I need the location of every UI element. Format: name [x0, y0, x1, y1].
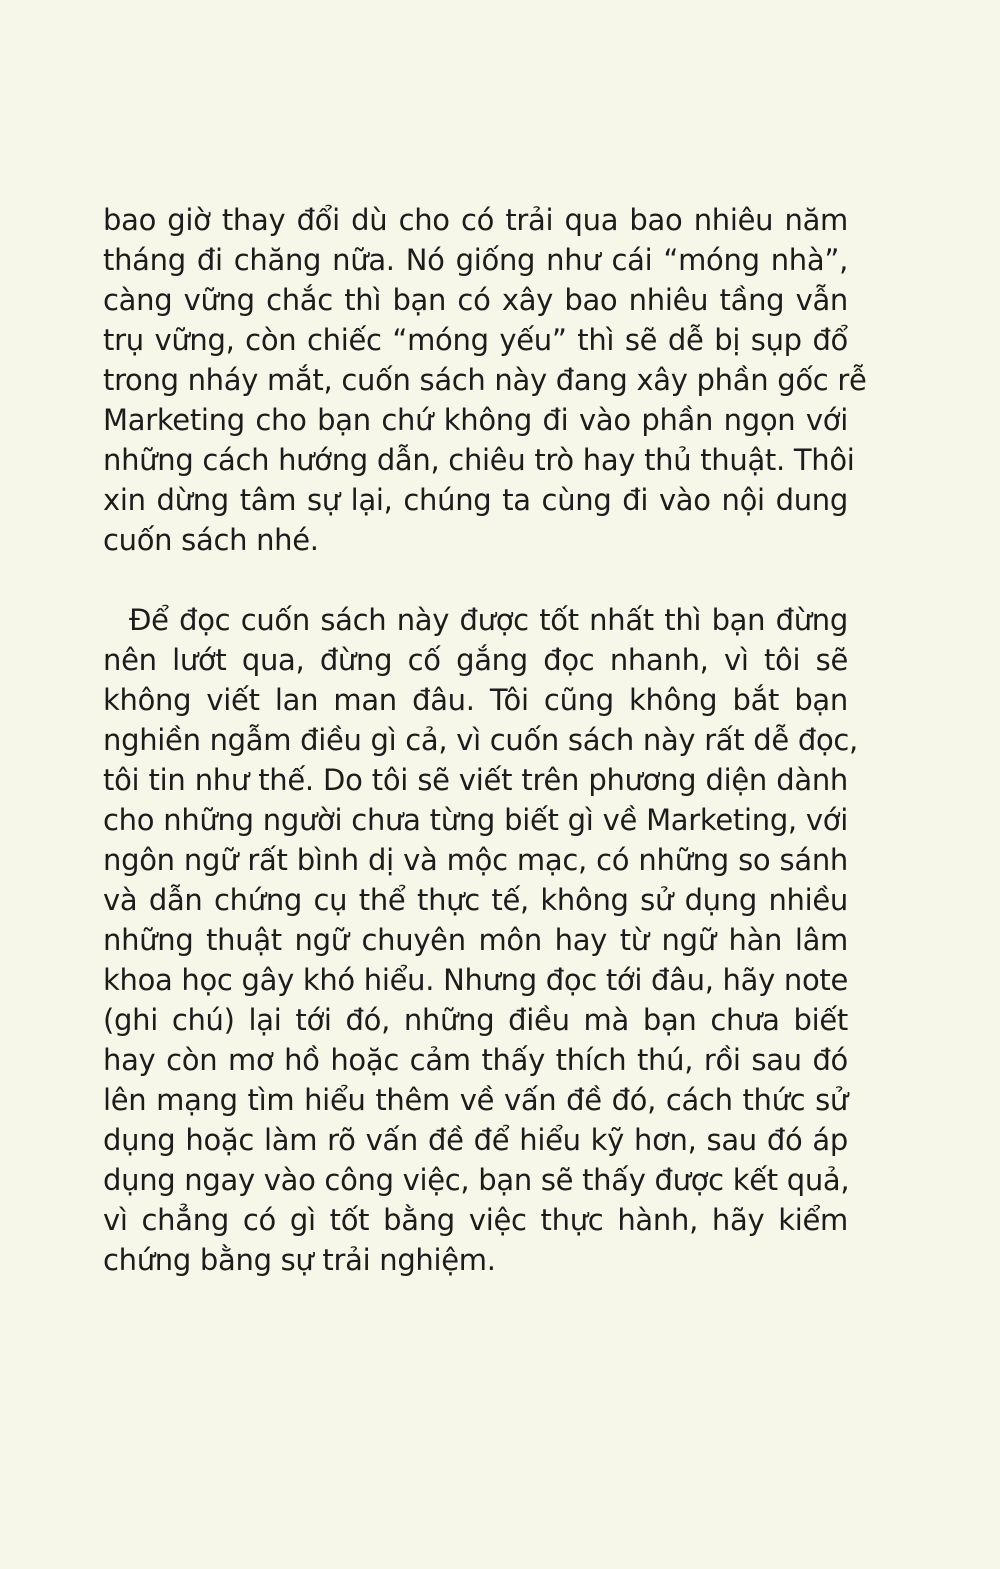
text-line: chứng bằng sự trải nghiệm.	[103, 1243, 496, 1277]
text-line: khoa học gây khó hiểu. Nhưng đọc tới đâu, hãy note	[103, 963, 849, 997]
paragraph-spacer	[103, 560, 848, 600]
text-line: những thuật ngữ chuyên môn hay từ ngữ hàn lâm	[103, 923, 848, 957]
text-line: nghiền ngẫm điều gì cả, vì cuốn sách này rất dễ đọc,	[103, 723, 858, 757]
text-line: vì chẳng có gì tốt bằng việc thực hành, hãy kiểm	[103, 1203, 848, 1237]
text-line: xin dừng tâm sự lại, chúng ta cùng đi vào nội dung	[103, 483, 848, 517]
text-line: ngôn ngữ rất bình dị và mộc mạc, có những so sánh	[103, 843, 848, 877]
text-line: trong nháy mắt, cuốn sách này đang xây phần gốc rễ	[103, 363, 867, 397]
text-line: trụ vững, còn chiếc “móng yếu” thì sẽ dễ bị sụp đổ	[103, 323, 848, 357]
text-line: cho những người chưa từng biết gì về Marketing, với	[103, 803, 848, 837]
text-line: hay còn mơ hồ hoặc cảm thấy thích thú, rồi sau đó	[103, 1043, 848, 1077]
text-line: (ghi chú) lại tới đó, những điều mà bạn chưa biết	[103, 1003, 848, 1037]
text-line: dụng ngay vào công việc, bạn sẽ thấy được kết quả,	[103, 1163, 850, 1197]
text-line: và dẫn chứng cụ thể thực tế, không sử dụng nhiều	[103, 883, 848, 917]
text-line: cuốn sách nhé.	[103, 523, 319, 557]
text-line: Để đọc cuốn sách này được tốt nhất thì bạn đừng	[129, 603, 848, 637]
body-text	[103, 200, 867, 1280]
text-line: những cách hướng dẫn, chiêu trò hay thủ thuật. Thôi	[103, 443, 855, 477]
text-line: tôi tin như thế. Do tôi sẽ viết trên phương diện dành	[103, 763, 848, 797]
text-line: càng vững chắc thì bạn có xây bao nhiêu tầng vẫn	[103, 283, 848, 317]
text-line: lên mạng tìm hiểu thêm về vấn đề đó, cách thức sử	[103, 1083, 848, 1117]
text-line: không viết lan man đâu. Tôi cũng không bắt bạn	[103, 683, 848, 717]
text-line: nên lướt qua, đừng cố gắng đọc nhanh, vì tôi sẽ	[103, 643, 848, 677]
text-line: bao giờ thay đổi dù cho có trải qua bao nhiêu năm	[103, 203, 848, 237]
text-line: dụng hoặc làm rõ vấn đề để hiểu kỹ hơn, sau đó áp	[103, 1123, 848, 1157]
text-line: Marketing cho bạn chứ không đi vào phần ngọn với	[103, 403, 848, 437]
text-line: tháng đi chăng nữa. Nó giống như cái “móng nhà”,	[103, 243, 848, 277]
paragraph-1	[103, 200, 867, 560]
paragraph-2	[103, 600, 858, 1280]
